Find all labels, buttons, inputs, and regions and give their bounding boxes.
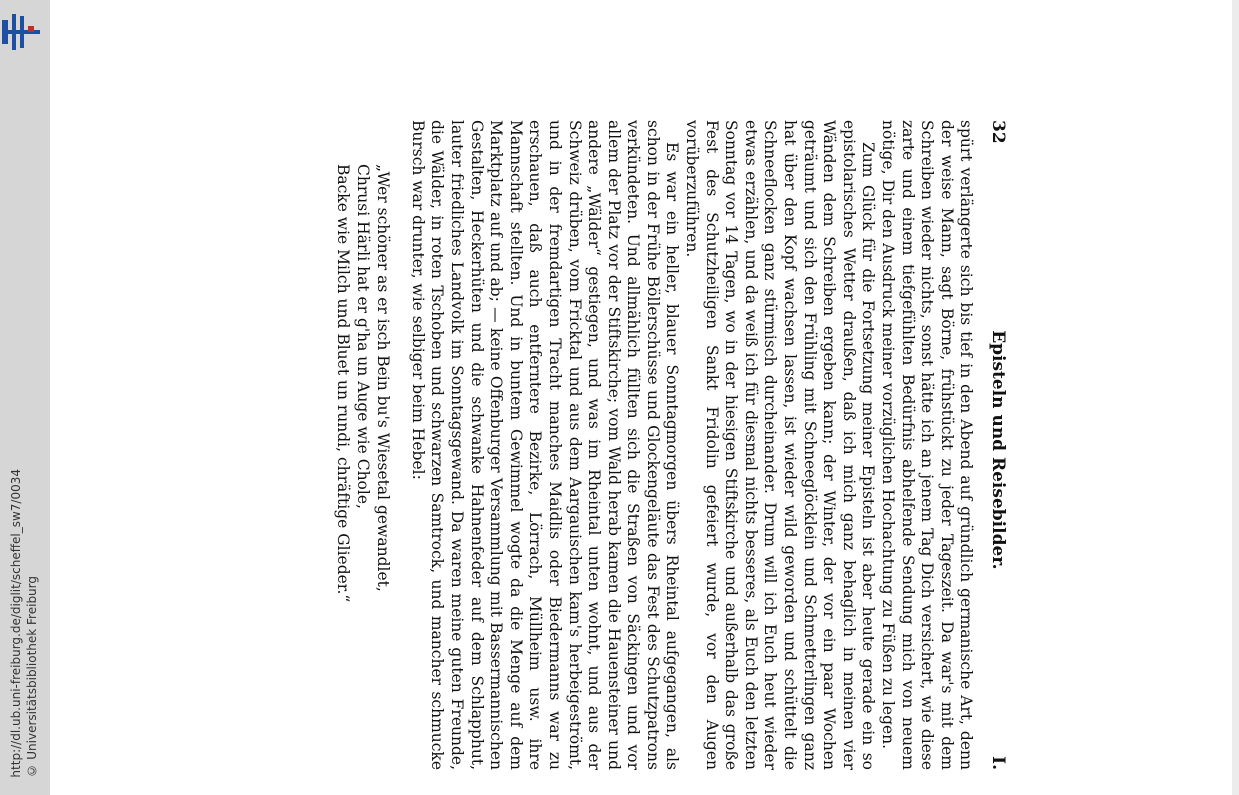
page-header — [987, 120, 1007, 770]
poem-line-2: Chrusi Härli hat er g'ha un Auge wie Chole, — [354, 164, 373, 509]
paragraph-2: Zum Glück für die Fortsetzung meiner Episteln ist aber heute gerade ein so epistolarisches Wetter draußen, daß ich mich ganz behaglich in meinen vier Wänden dem Schreiben ergeben kann; der Winter, der vor ein paar Wochen geträumt und sich den Frühling mit Schneeglöcklein und Schmetterlingen ganz hat über den Kopf wachsen lassen, ist wieder wild geworden und schüttelt die Schneeflocken ganz stürmisch durcheinander. Drum will ich Euch heut wieder etwas erzählen, und da weiß ich für diesmal nichts besseres, als Euch den letzten Sonntag vor 14 Tagen, wo in der hiesigen Stiftskirche und außerhalb das große Fest des Schutzheiligen Sankt Fridolin gefeiert wurde, vor den Augen vorüberzuführen. — [683, 120, 878, 770]
volume-number: I. — [988, 756, 1008, 770]
poem-line-1: „Wer schöner as er isch Bein bu's Wiesetal gewandlet, — [374, 164, 393, 592]
rotated-page-text — [207, 120, 1007, 770]
running-title: Episteln und Reisebilder. — [988, 330, 1008, 570]
page-number: 32 — [988, 120, 1008, 144]
permalink-url[interactable]: http://dl.ub.uni-freiburg.de/diglit/scheffel_sw7/0034 — [9, 469, 23, 778]
paragraph-1: spürt verlängerte sich bis tief in den Abend auf gründlich germanische Art, denn der weise Mann, sagt Börne, frühstückt zu jeder Tageszeit. Da war's mit dem Schreiben wieder nichts, sonst hätte ich an jenem Tag Dich versichert, wie diese zarte und einem tiefgefühlten Bedürfnis abhelfende Sendung mich von neuem nötige, Dir den Ausdruck meiner vorzüglichen Hochachtung zu Füßen zu legen. — [879, 120, 976, 770]
sidebar-caption — [4, 8, 44, 778]
paragraph-3: Es war ein heller, blauer Sonntagmorgen übers Rheintal aufgegangen, als schon in der Frühe Böllerschüsse und Glockengeläute das Fest des Schutzpatrons verkündeten. Und allmählich füllten sich die Straßen von Säckingen und vor allem der Platz vor der Stiftskirche; vom Wald herab kamen die Hauensteiner und andere „Wälder“ gestiegen, und was im Rheintal unten wohnt, und aus der Schweiz drüben, vom Fricktal und aus dem Aargauischen kam's herbeigeströmt, und in der fremdartigen Tracht manches Maidlis oder Biedermanns war zu erschauen, daß auch entferntere Bezirke, Lörrach, Müllheim usw. ihre Mannschaft stellten. Und in buntem Gewimmel wogte da die Menge auf dem Marktplatz auf und ab; — keine Offenburger Versammlung mit Bassermannischen Gestalten, Heckerhüten und die schwanke Hahnenfeder auf dem Schlapphut, lauter friedliches Landvolk im Sonntagsgewand. Da waren meine guten Freunde, die Wälder, in roten Tschoben und schwarzen Samtrock, und mancher schmucke Bursch war drunter, wie selbiger beim Hebel: — [408, 120, 682, 770]
page-edge — [1232, 0, 1239, 795]
copyright-notice: © Universitätsbibliothek Freiburg — [25, 576, 39, 778]
poem-line-3: Backe wie Milch und Bluet un rundi, chräftige Glieder.“ — [334, 164, 353, 603]
poem-quote — [333, 120, 393, 770]
viewer-sidebar — [0, 0, 50, 795]
